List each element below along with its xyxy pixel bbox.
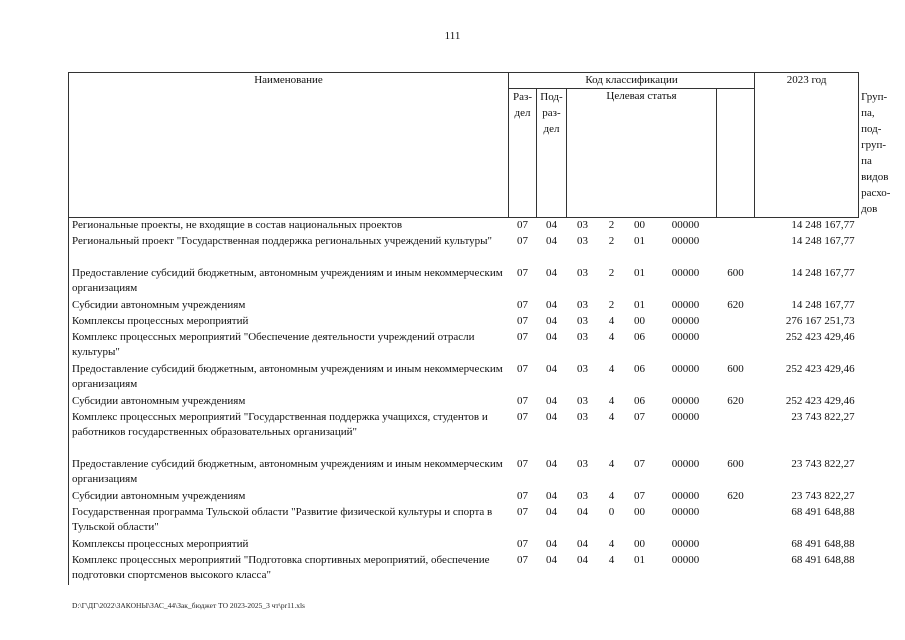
row-razdel: 07	[517, 553, 528, 566]
row-target-event: 01	[634, 234, 645, 247]
row-target-program: 03	[577, 489, 588, 502]
row-podrazdel: 04	[546, 314, 557, 327]
row-podrazdel: 04	[546, 219, 557, 231]
row-podrazdel: 04	[546, 266, 557, 279]
row-target-direction: 00000	[671, 410, 700, 423]
row-target-program: 03	[577, 457, 588, 470]
row-target-direction: 00000	[671, 314, 700, 327]
row-name: Комплекс процессных мероприятий "Государственная поддержка учащихся, студентов и работников государственных образовательных организаций"	[72, 410, 488, 438]
row-amount: 252 423 429,46	[785, 330, 855, 343]
table-row	[69, 537, 859, 553]
row-podrazdel: 04	[546, 489, 557, 502]
header-name: Наименование	[69, 73, 509, 218]
table-row	[69, 362, 859, 394]
row-group: 600	[727, 362, 744, 375]
row-podrazdel: 04	[546, 298, 557, 311]
row-group	[717, 410, 755, 457]
row-amount: 68 491 648,88	[791, 537, 855, 550]
row-amount: 14 248 167,77	[791, 234, 855, 247]
row-target-event: 00	[634, 505, 645, 518]
row-target-type: 2	[608, 266, 615, 279]
row-target-direction: 00000	[671, 537, 700, 550]
row-target-program: 03	[577, 314, 588, 327]
row-target-event: 01	[634, 553, 645, 566]
row-razdel: 07	[517, 457, 528, 470]
row-name: Региональный проект "Государственная поддержка региональных учреждений культуры"	[72, 234, 493, 247]
row-amount: 252 423 429,46	[785, 362, 855, 375]
row-group: 620	[727, 489, 744, 502]
row-target-type: 4	[608, 394, 615, 407]
row-name: Региональные проекты, не входящие в состав национальных проектов	[72, 219, 403, 231]
footer-file-path: D:\Г\ДГ\2022\ЗАКОНЫ\ЗАС_44\Зак_бюджет ТО 2023-2025_3 чт\pr11.xls	[72, 601, 305, 610]
row-target-program: 03	[577, 410, 588, 423]
row-podrazdel: 04	[546, 394, 557, 407]
table-row	[69, 489, 859, 505]
row-target-program: 03	[577, 362, 588, 375]
row-podrazdel: 04	[546, 362, 557, 375]
row-target-event: 01	[634, 298, 645, 311]
table-row	[69, 553, 859, 585]
row-razdel: 07	[517, 394, 528, 407]
row-target-direction: 00000	[671, 298, 700, 311]
header-target: Целевая статья	[567, 89, 717, 218]
row-target-type: 4	[608, 457, 615, 470]
row-name: Субсидии автономным учреждениям	[72, 489, 246, 502]
table-row	[69, 410, 859, 457]
row-razdel: 07	[517, 298, 528, 311]
row-target-type: 4	[608, 314, 615, 327]
row-podrazdel: 04	[546, 330, 557, 343]
table-row	[69, 218, 859, 234]
row-podrazdel: 04	[546, 410, 557, 423]
row-target-event: 06	[634, 362, 645, 375]
row-amount: 14 248 167,77	[791, 219, 855, 231]
page-number: 111	[444, 30, 461, 42]
row-razdel: 07	[517, 537, 528, 550]
header-code: Код классификации	[509, 73, 755, 89]
row-target-type: 4	[608, 537, 615, 550]
table-body	[69, 218, 859, 585]
table-row	[69, 298, 859, 314]
row-group: 620	[727, 394, 744, 407]
row-target-program: 03	[577, 219, 588, 231]
row-target-program: 04	[577, 505, 588, 518]
row-razdel: 07	[517, 330, 528, 343]
row-target-direction: 00000	[671, 219, 700, 231]
row-name: Комплексы процессных мероприятий	[72, 314, 249, 327]
row-target-event: 07	[634, 489, 645, 502]
row-target-event: 01	[634, 266, 645, 279]
row-razdel: 07	[517, 219, 528, 231]
table-row	[69, 457, 859, 489]
row-razdel: 07	[517, 505, 528, 518]
row-target-type: 2	[608, 298, 615, 311]
row-group	[717, 505, 755, 537]
row-amount: 276 167 251,73	[785, 314, 855, 327]
row-razdel: 07	[517, 489, 528, 502]
row-group	[717, 553, 755, 585]
row-target-event: 00	[634, 219, 645, 231]
row-target-direction: 00000	[671, 553, 700, 566]
row-target-direction: 00000	[671, 394, 700, 407]
row-name: Предоставление субсидий бюджетным, автономным учреждениям и иным некоммерческим организациям	[72, 362, 503, 390]
row-group	[717, 234, 755, 266]
header-year: 2023 год	[755, 73, 859, 218]
table-row	[69, 266, 859, 298]
row-name: Предоставление субсидий бюджетным, автономным учреждениям и иным некоммерческим организациям	[72, 266, 503, 294]
row-target-event: 06	[634, 330, 645, 343]
table-row	[69, 330, 859, 362]
row-razdel: 07	[517, 234, 528, 247]
table-row	[69, 394, 859, 410]
row-amount: 68 491 648,88	[791, 505, 855, 518]
row-podrazdel: 04	[546, 553, 557, 566]
row-name: Субсидии автономным учреждениям	[72, 394, 246, 407]
row-target-type: 4	[608, 362, 615, 375]
row-name: Государственная программа Тульской области "Развитие физической культуры и спорта в Тульской области"	[72, 505, 493, 533]
row-group: 620	[727, 298, 744, 311]
row-target-program: 04	[577, 537, 588, 550]
row-target-direction: 00000	[671, 330, 700, 343]
row-target-type: 4	[608, 410, 615, 423]
row-name: Комплексы процессных мероприятий	[72, 537, 249, 550]
row-target-type: 2	[608, 219, 615, 231]
row-target-direction: 00000	[671, 505, 700, 518]
table-row	[69, 234, 859, 266]
row-target-type: 4	[608, 330, 615, 343]
table-row	[69, 314, 859, 330]
row-target-event: 07	[634, 410, 645, 423]
row-podrazdel: 04	[546, 234, 557, 247]
header-target-spacer	[717, 89, 755, 218]
row-razdel: 07	[517, 410, 528, 423]
row-amount: 14 248 167,77	[791, 298, 855, 311]
row-target-direction: 00000	[671, 266, 700, 279]
row-name: Субсидии автономным учреждениям	[72, 298, 246, 311]
row-target-direction: 00000	[671, 489, 700, 502]
row-target-event: 07	[634, 457, 645, 470]
row-name: Предоставление субсидий бюджетным, автономным учреждениям и иным некоммерческим организациям	[72, 457, 503, 485]
row-podrazdel: 04	[546, 457, 557, 470]
row-target-type: 2	[608, 234, 615, 247]
row-razdel: 07	[517, 314, 528, 327]
header-podrazdel: Под- раз- дел	[537, 89, 567, 218]
row-group	[717, 314, 755, 330]
row-target-direction: 00000	[671, 234, 700, 247]
row-name: Комплекс процессных мероприятий "Обеспечение деятельности учреждений отрасли культуры"	[72, 330, 475, 358]
row-target-program: 03	[577, 330, 588, 343]
row-group	[717, 537, 755, 553]
row-amount: 23 743 822,27	[791, 489, 855, 502]
row-target-type: 0	[608, 505, 615, 518]
row-amount: 23 743 822,27	[791, 410, 855, 423]
row-target-program: 04	[577, 553, 588, 566]
row-razdel: 07	[517, 362, 528, 375]
row-target-program: 03	[577, 266, 588, 279]
row-amount: 252 423 429,46	[785, 394, 855, 407]
row-group	[717, 218, 755, 234]
row-target-event: 06	[634, 394, 645, 407]
row-target-direction: 00000	[671, 362, 700, 375]
row-target-direction: 00000	[671, 457, 700, 470]
row-name: Комплекс процессных мероприятий "Подготовка спортивных мероприятий, обеспечение подготовки спортсменов высокого класса"	[72, 553, 490, 581]
row-target-event: 00	[634, 314, 645, 327]
row-target-program: 03	[577, 234, 588, 247]
row-group: 600	[727, 457, 744, 470]
row-target-type: 4	[608, 489, 615, 502]
row-group: 600	[727, 266, 744, 279]
row-target-program: 03	[577, 394, 588, 407]
row-amount: 68 491 648,88	[791, 553, 855, 566]
row-podrazdel: 04	[546, 537, 557, 550]
table-row	[69, 505, 859, 537]
row-amount: 23 743 822,27	[791, 457, 855, 470]
row-group	[717, 330, 755, 362]
row-target-type: 4	[608, 553, 615, 566]
row-amount: 14 248 167,77	[791, 266, 855, 279]
row-target-event: 00	[634, 537, 645, 550]
row-razdel: 07	[517, 266, 528, 279]
row-target-program: 03	[577, 298, 588, 311]
header-razdel: Раз- дел	[509, 89, 537, 218]
row-podrazdel: 04	[546, 505, 557, 518]
budget-table: Наименование Код классификации 2023 год Раз- дел Под- раз- дел Целевая статья Груп- па, под- груп- па видов расхо- дов Региональные проекты, не входящие в состав национальных проектов 07 04 03 2 00 00000 14 248 167,77 Региональный проект "Государственная поддержка региональных учреждений культуры" 07 04 03 2 01 00000 14 248 167,77 Предоставление субсидий бюджетным, автономным учреждениям и иным некоммерческим организациям 07 04 03 2 01 00000 600 14 248 167,77 Субсидии автономным учреждениям 07 04 03 2 01 00000 620 14 248 167,77 Комплексы процессных мероприятий 07 04 03 4 00 00000 276 167 251,73 Комплекс процессных мероприятий "Обеспечение деятельности учреждений отрасли культуры" 07 04 03 4 06 00000 252 423 429,46 Предоставление субсидий бюджетным, автономным учреждениям и иным некоммерческим организациям 07 04 03 4 06 00000 600 252 423 429,46 Субсидии автономным учреждениям 07 04 03 4 06 00000 620 252 423 429,46 Комплекс процессных мероприятий "Государственная поддержка учащихся, студентов и работников государственных образовательных организаций" 07 04 03 4 07 00000 23 743 822,27 Предоставление субсидий бюджетным, автономным учреждениям и иным некоммерческим организациям 07 04 03 4 07 00000 600 23 743 822,27 Субсидии автономным учреждениям 07 04 03 4 07 00000 620 23 743 822,27 Государственная программа Тульской области "Развитие физической культуры и спорта в Тульской области" 07 04 04 0 00 00000 68 491 648,88 Комплексы процессных мероприятий 07 04 04 4 00 00000 68 491 648,88 Комплекс процессных мероприятий "Подготовка спортивных мероприятий, обеспечение подготовки спортсменов высокого класса" 07 04 04 4 01 00000 68 491 648,88	[68, 72, 859, 585]
